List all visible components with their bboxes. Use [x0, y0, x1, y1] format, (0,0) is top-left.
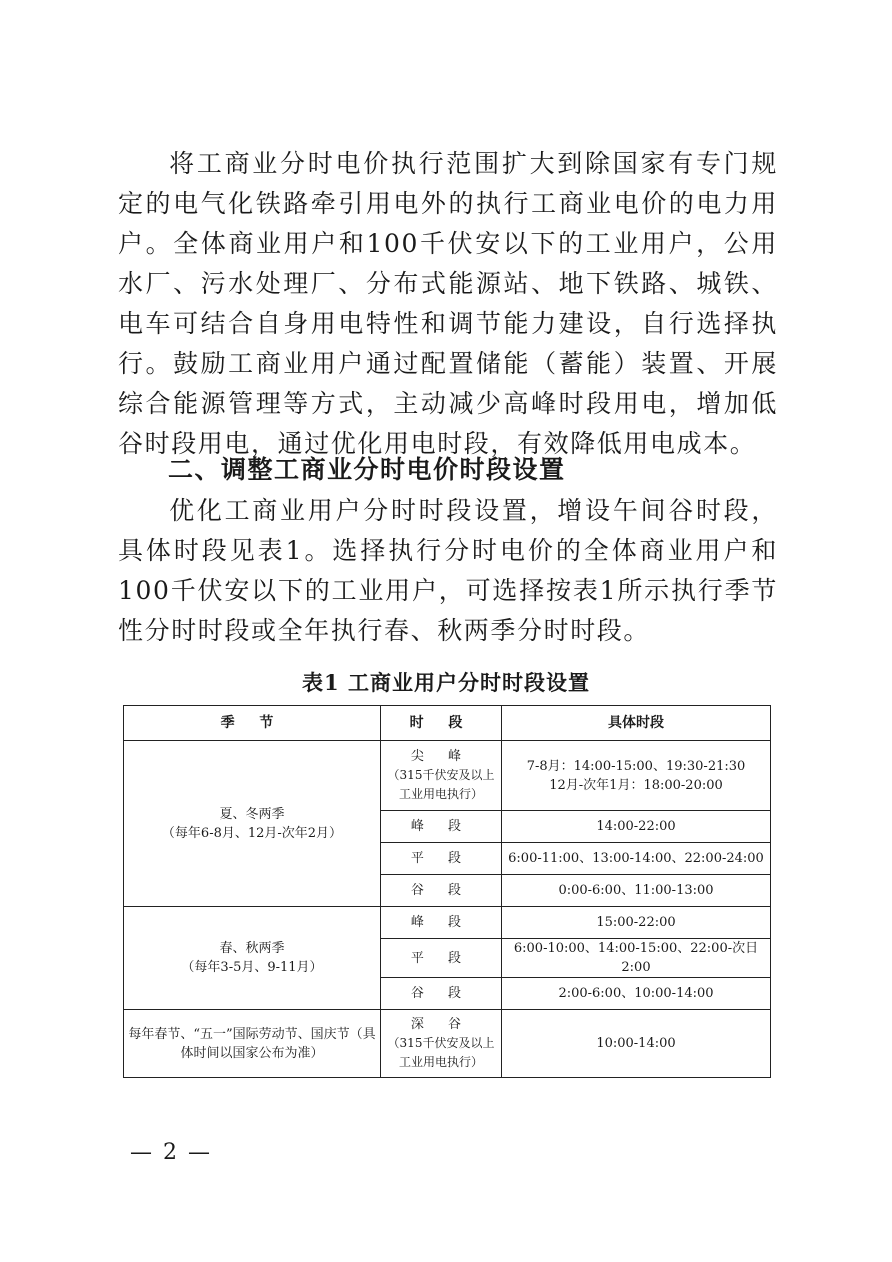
page-number: — 2 — [130, 1140, 212, 1165]
table-row [124, 741, 771, 811]
time-cell: 10:00-14:00 [502, 1010, 771, 1078]
period-cell-peak: 峰 段 [381, 811, 502, 843]
time-cell: 7-8月：14:00-15:00、19:30-21:30 12月-次年1月：18:00-20:00 [502, 741, 771, 811]
time-cell: 0:00-6:00、11:00-13:00 [502, 875, 771, 907]
header-season: 季 节 [124, 706, 381, 741]
period-cell-peak: 峰 段 [381, 907, 502, 939]
time-cell: 2:00-6:00、10:00-14:00 [502, 978, 771, 1010]
period-cell-deep-valley: 深 谷 （315千伏安及以上工业用电执行） [381, 1010, 502, 1078]
header-time-ranges: 具体时段 [502, 706, 771, 741]
season-cell-spring-autumn: 春、秋两季 （每年3-5月、9-11月） [124, 907, 381, 1010]
time-cell: 6:00-11:00、13:00-14:00、22:00-24:00 [502, 843, 771, 875]
body-paragraph-2: 优化工商业用户分时时段设置，增设午间谷时段，具体时段见表1。选择执行分时电价的全体商业用户和100千伏安以下的工业用户，可选择按表1所示执行季节性分时时段或全年执行春、秋两季分时时段。 [118, 496, 778, 645]
header-period: 时 段 [381, 706, 502, 741]
period-cell-peak-critical: 尖 峰 （315千伏安及以上工业用电执行） [381, 741, 502, 811]
body-paragraph-1: 将工商业分时电价执行范围扩大到除国家有专门规定的电气化铁路牵引用电外的执行工商业电价的电力用户。全体商业用户和100千伏安以下的工业用户，公用水厂、污水处理厂、分布式能源站、地下铁路、城铁、电车可结合自身用电特性和调节能力建设，自行选择执行。鼓励工商业用户通过配置储能（蓄能）装置、开展综合能源管理等方式，主动减少高峰时段用电，增加低谷时段用电，通过优化用电时段，有效降低用电成本。 [118, 149, 778, 458]
table-title: 表1 工商业用户分时时段设置 [302, 670, 590, 695]
time-cell: 15:00-22:00 [502, 907, 771, 939]
season-cell-summer-winter: 夏、冬两季 （每年6-8月、12月-次年2月） [124, 741, 381, 907]
time-cell: 6:00-10:00、14:00-15:00、22:00-次日2:00 [502, 939, 771, 978]
period-cell-flat: 平 段 [381, 939, 502, 978]
time-cell: 14:00-22:00 [502, 811, 771, 843]
table-header-row [124, 706, 771, 741]
time-of-use-table [123, 705, 771, 1078]
table-row [124, 907, 771, 939]
period-cell-valley: 谷 段 [381, 978, 502, 1010]
period-cell-flat: 平 段 [381, 843, 502, 875]
period-cell-valley: 谷 段 [381, 875, 502, 907]
season-cell-holidays: 每年春节、“五一”国际劳动节、国庆节（具体时间以国家公布为准） [124, 1010, 381, 1078]
table-row [124, 1010, 771, 1078]
section-heading: 二、调整工商业分时电价时段设置 [168, 455, 566, 484]
